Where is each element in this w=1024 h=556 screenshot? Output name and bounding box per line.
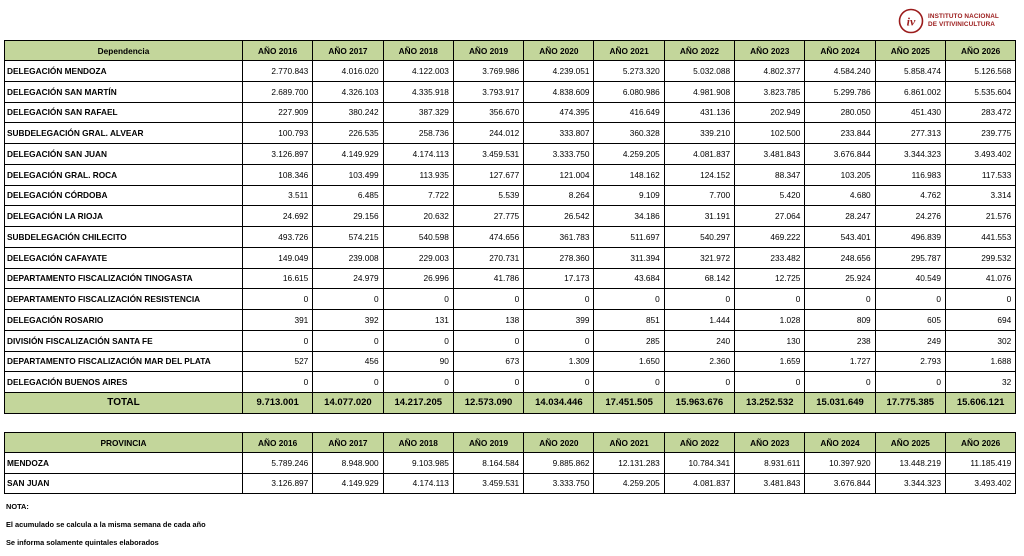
- cell-value: 131: [383, 310, 453, 331]
- cell-value: 4.335.918: [383, 81, 453, 102]
- cell-value: 0: [383, 372, 453, 393]
- cell-value: 0: [664, 289, 734, 310]
- row-label: DELEGACIÓN SAN RAFAEL: [5, 102, 243, 123]
- total-value: 9.713.001: [243, 393, 313, 414]
- row-label: DEPARTAMENTO FISCALIZACIÓN MAR DEL PLATA: [5, 351, 243, 372]
- cell-value: 9.109: [594, 185, 664, 206]
- cell-value: 100.793: [243, 123, 313, 144]
- cell-value: 233.844: [805, 123, 875, 144]
- cell-value: 27.775: [453, 206, 523, 227]
- dependencias-header-row: [5, 41, 1016, 61]
- year-header: AÑO 2025: [875, 41, 945, 61]
- row-label: MENDOZA: [5, 453, 243, 474]
- cell-value: 4.981.908: [664, 81, 734, 102]
- cell-value: 4.762: [875, 185, 945, 206]
- cell-value: 8.931.611: [735, 453, 805, 474]
- cell-value: 239.775: [945, 123, 1015, 144]
- cell-value: 431.136: [664, 102, 734, 123]
- cell-value: 416.649: [594, 102, 664, 123]
- cell-value: 0: [243, 330, 313, 351]
- cell-value: 543.401: [805, 227, 875, 248]
- cell-value: 1.309: [524, 351, 594, 372]
- cell-value: 469.222: [735, 227, 805, 248]
- cell-value: 130: [735, 330, 805, 351]
- cell-value: 0: [313, 372, 383, 393]
- cell-value: 9.885.862: [524, 453, 594, 474]
- cell-value: 694: [945, 310, 1015, 331]
- year-header: AÑO 2019: [453, 41, 523, 61]
- cell-value: 68.142: [664, 268, 734, 289]
- cell-value: 3.126.897: [243, 144, 313, 165]
- cell-value: 456: [313, 351, 383, 372]
- cell-value: 4.326.103: [313, 81, 383, 102]
- cell-value: 339.210: [664, 123, 734, 144]
- table-row: [5, 351, 1016, 372]
- cell-value: 540.297: [664, 227, 734, 248]
- cell-value: 851: [594, 310, 664, 331]
- cell-value: 1.688: [945, 351, 1015, 372]
- cell-value: 0: [383, 330, 453, 351]
- table-row: [5, 289, 1016, 310]
- cell-value: 5.273.320: [594, 61, 664, 82]
- year-header: AÑO 2020: [524, 41, 594, 61]
- cell-value: 2.770.843: [243, 61, 313, 82]
- cell-value: 13.448.219: [875, 453, 945, 474]
- cell-value: 3.676.844: [805, 473, 875, 494]
- cell-value: 295.787: [875, 247, 945, 268]
- cell-value: 41.786: [453, 268, 523, 289]
- year-header: AÑO 2024: [805, 433, 875, 453]
- total-value: 17.451.505: [594, 393, 664, 414]
- cell-value: 3.459.531: [453, 144, 523, 165]
- year-header: AÑO 2023: [735, 433, 805, 453]
- cell-value: 3.511: [243, 185, 313, 206]
- cell-value: 2.360: [664, 351, 734, 372]
- cell-value: 4.259.205: [594, 473, 664, 494]
- notes-line2: Se informa solamente quintales elaborados: [6, 538, 159, 547]
- cell-value: 0: [453, 330, 523, 351]
- provincias-header-row: [5, 433, 1016, 453]
- cell-value: 4.680: [805, 185, 875, 206]
- org-name-line2: DE VITIVINICULTURA: [928, 20, 996, 28]
- cell-value: 258.736: [383, 123, 453, 144]
- cell-value: 4.259.205: [594, 144, 664, 165]
- cell-value: 0: [805, 289, 875, 310]
- cell-value: 1.659: [735, 351, 805, 372]
- cell-value: 0: [313, 330, 383, 351]
- cell-value: 149.049: [243, 247, 313, 268]
- cell-value: 387.329: [383, 102, 453, 123]
- table-row: [5, 206, 1016, 227]
- cell-value: 1.727: [805, 351, 875, 372]
- cell-value: 2.793: [875, 351, 945, 372]
- cell-value: 21.576: [945, 206, 1015, 227]
- cell-value: 3.481.843: [735, 473, 805, 494]
- cell-value: 233.482: [735, 247, 805, 268]
- cell-value: 4.122.003: [383, 61, 453, 82]
- cell-value: 24.979: [313, 268, 383, 289]
- cell-value: 333.807: [524, 123, 594, 144]
- cell-value: 0: [524, 372, 594, 393]
- cell-value: 1.650: [594, 351, 664, 372]
- cell-value: 229.003: [383, 247, 453, 268]
- cell-value: 26.542: [524, 206, 594, 227]
- cell-value: 7.722: [383, 185, 453, 206]
- cell-value: 8.948.900: [313, 453, 383, 474]
- header-provincia: PROVINCIA: [5, 433, 243, 453]
- cell-value: 5.420: [735, 185, 805, 206]
- total-value: 13.252.532: [735, 393, 805, 414]
- cell-value: 4.584.240: [805, 61, 875, 82]
- org-name: [928, 13, 999, 28]
- cell-value: 6.861.002: [875, 81, 945, 102]
- cell-value: 493.726: [243, 227, 313, 248]
- cell-value: 0: [945, 289, 1015, 310]
- cell-value: 24.692: [243, 206, 313, 227]
- cell-value: 238: [805, 330, 875, 351]
- cell-value: 32: [945, 372, 1015, 393]
- year-header: AÑO 2022: [664, 433, 734, 453]
- cell-value: 239.008: [313, 247, 383, 268]
- table-row: [5, 227, 1016, 248]
- cell-value: 0: [735, 289, 805, 310]
- cell-value: 17.173: [524, 268, 594, 289]
- cell-value: 88.347: [735, 164, 805, 185]
- cell-value: 0: [875, 289, 945, 310]
- cell-value: 283.472: [945, 102, 1015, 123]
- cell-value: 0: [524, 289, 594, 310]
- cell-value: 9.103.985: [383, 453, 453, 474]
- cell-value: 26.996: [383, 268, 453, 289]
- cell-value: 4.081.837: [664, 473, 734, 494]
- svg-text:iv: iv: [906, 14, 916, 29]
- cell-value: 41.076: [945, 268, 1015, 289]
- cell-value: 0: [805, 372, 875, 393]
- cell-value: 1.444: [664, 310, 734, 331]
- year-header: AÑO 2021: [594, 433, 664, 453]
- cell-value: 451.430: [875, 102, 945, 123]
- total-value: 14.217.205: [383, 393, 453, 414]
- row-label: DIVISIÓN FISCALIZACIÓN SANTA FE: [5, 330, 243, 351]
- cell-value: 121.004: [524, 164, 594, 185]
- row-label: DELEGACIÓN MENDOZA: [5, 61, 243, 82]
- header-dependencia: Dependencia: [5, 41, 243, 61]
- cell-value: 3.344.323: [875, 144, 945, 165]
- row-label: DELEGACIÓN SAN JUAN: [5, 144, 243, 165]
- cell-value: 108.346: [243, 164, 313, 185]
- cell-value: 8.164.584: [453, 453, 523, 474]
- dependencias-table: [4, 40, 1016, 414]
- cell-value: 3.314: [945, 185, 1015, 206]
- row-label: DELEGACIÓN BUENOS AIRES: [5, 372, 243, 393]
- cell-value: 3.344.323: [875, 473, 945, 494]
- cell-value: 116.983: [875, 164, 945, 185]
- row-label: DEPARTAMENTO FISCALIZACIÓN RESISTENCIA: [5, 289, 243, 310]
- row-label: DELEGACIÓN CÓRDOBA: [5, 185, 243, 206]
- cell-value: 127.677: [453, 164, 523, 185]
- year-header: AÑO 2017: [313, 41, 383, 61]
- cell-value: 10.784.341: [664, 453, 734, 474]
- year-header: AÑO 2025: [875, 433, 945, 453]
- cell-value: 277.313: [875, 123, 945, 144]
- cell-value: 113.935: [383, 164, 453, 185]
- year-header: AÑO 2020: [524, 433, 594, 453]
- cell-value: 5.858.474: [875, 61, 945, 82]
- table-row: [5, 268, 1016, 289]
- year-header: AÑO 2026: [945, 433, 1015, 453]
- cell-value: 8.264: [524, 185, 594, 206]
- provincias-table: [4, 432, 1016, 494]
- table-row: [5, 81, 1016, 102]
- year-header: AÑO 2022: [664, 41, 734, 61]
- cell-value: 474.656: [453, 227, 523, 248]
- cell-value: 540.598: [383, 227, 453, 248]
- cell-value: 511.697: [594, 227, 664, 248]
- total-value: 17.775.385: [875, 393, 945, 414]
- cell-value: 302: [945, 330, 1015, 351]
- table-row: [5, 185, 1016, 206]
- cell-value: 0: [875, 372, 945, 393]
- year-header: AÑO 2018: [383, 41, 453, 61]
- cell-value: 474.395: [524, 102, 594, 123]
- cell-value: 311.394: [594, 247, 664, 268]
- cell-value: 299.532: [945, 247, 1015, 268]
- cell-value: 361.783: [524, 227, 594, 248]
- table-row: [5, 247, 1016, 268]
- cell-value: 0: [594, 372, 664, 393]
- cell-value: 117.533: [945, 164, 1015, 185]
- cell-value: 0: [453, 372, 523, 393]
- cell-value: 0: [453, 289, 523, 310]
- table-row: [5, 372, 1016, 393]
- cell-value: 4.149.929: [313, 144, 383, 165]
- cell-value: 3.493.402: [945, 144, 1015, 165]
- cell-value: 5.535.604: [945, 81, 1015, 102]
- cell-value: 527: [243, 351, 313, 372]
- notes: [6, 502, 206, 556]
- cell-value: 3.126.897: [243, 473, 313, 494]
- cell-value: 356.670: [453, 102, 523, 123]
- cell-value: 4.081.837: [664, 144, 734, 165]
- cell-value: 3.481.843: [735, 144, 805, 165]
- cell-value: 244.012: [453, 123, 523, 144]
- table-row: [5, 144, 1016, 165]
- year-header: AÑO 2019: [453, 433, 523, 453]
- cell-value: 20.632: [383, 206, 453, 227]
- cell-value: 90: [383, 351, 453, 372]
- cell-value: 227.909: [243, 102, 313, 123]
- cell-value: 285: [594, 330, 664, 351]
- row-label: DELEGACIÓN CAFAYATE: [5, 247, 243, 268]
- row-label: SUBDELEGACIÓN CHILECITO: [5, 227, 243, 248]
- row-label: SUBDELEGACIÓN GRAL. ALVEAR: [5, 123, 243, 144]
- cell-value: 34.186: [594, 206, 664, 227]
- cell-value: 380.242: [313, 102, 383, 123]
- cell-value: 3.333.750: [524, 473, 594, 494]
- cell-value: 4.149.929: [313, 473, 383, 494]
- total-value: 15.963.676: [664, 393, 734, 414]
- cell-value: 25.924: [805, 268, 875, 289]
- cell-value: 29.156: [313, 206, 383, 227]
- table-row: [5, 310, 1016, 331]
- cell-value: 278.360: [524, 247, 594, 268]
- cell-value: 6.485: [313, 185, 383, 206]
- cell-value: 31.191: [664, 206, 734, 227]
- cell-value: 226.535: [313, 123, 383, 144]
- total-label: TOTAL: [5, 393, 243, 414]
- cell-value: 4.016.020: [313, 61, 383, 82]
- cell-value: 102.500: [735, 123, 805, 144]
- cell-value: 249: [875, 330, 945, 351]
- cell-value: 16.615: [243, 268, 313, 289]
- cell-value: 4.802.377: [735, 61, 805, 82]
- cell-value: 0: [313, 289, 383, 310]
- year-header: AÑO 2017: [313, 433, 383, 453]
- cell-value: 138: [453, 310, 523, 331]
- cell-value: 6.080.986: [594, 81, 664, 102]
- cell-value: 5.032.088: [664, 61, 734, 82]
- cell-value: 103.205: [805, 164, 875, 185]
- year-header: AÑO 2021: [594, 41, 664, 61]
- cell-value: 0: [664, 372, 734, 393]
- cell-value: 103.499: [313, 164, 383, 185]
- total-value: 12.573.090: [453, 393, 523, 414]
- total-value: 15.031.649: [805, 393, 875, 414]
- cell-value: 574.215: [313, 227, 383, 248]
- cell-value: 3.823.785: [735, 81, 805, 102]
- table-row: [5, 61, 1016, 82]
- cell-value: 0: [243, 372, 313, 393]
- cell-value: 5.299.786: [805, 81, 875, 102]
- cell-value: 5.539: [453, 185, 523, 206]
- cell-value: 12.725: [735, 268, 805, 289]
- cell-value: 148.162: [594, 164, 664, 185]
- row-label: DELEGACIÓN LA RIOJA: [5, 206, 243, 227]
- cell-value: 1.028: [735, 310, 805, 331]
- org-name-line1: INSTITUTO NACIONAL: [928, 13, 999, 20]
- cell-value: 27.064: [735, 206, 805, 227]
- row-label: DELEGACIÓN SAN MARTÍN: [5, 81, 243, 102]
- cell-value: 391: [243, 310, 313, 331]
- cell-value: 0: [735, 372, 805, 393]
- row-label: SAN JUAN: [5, 473, 243, 494]
- cell-value: 0: [594, 289, 664, 310]
- year-header: AÑO 2016: [243, 433, 313, 453]
- cell-value: 0: [383, 289, 453, 310]
- row-label: DELEGACIÓN GRAL. ROCA: [5, 164, 243, 185]
- cell-value: 248.656: [805, 247, 875, 268]
- cell-value: 124.152: [664, 164, 734, 185]
- cell-value: 3.493.402: [945, 473, 1015, 494]
- cell-value: 3.676.844: [805, 144, 875, 165]
- cell-value: 392: [313, 310, 383, 331]
- cell-value: 11.185.419: [945, 453, 1015, 474]
- year-header: AÑO 2026: [945, 41, 1015, 61]
- cell-value: 5.789.246: [243, 453, 313, 474]
- notes-title: NOTA:: [6, 502, 29, 511]
- cell-value: 496.839: [875, 227, 945, 248]
- cell-value: 5.126.568: [945, 61, 1015, 82]
- cell-value: 321.972: [664, 247, 734, 268]
- year-header: AÑO 2018: [383, 433, 453, 453]
- cell-value: 2.689.700: [243, 81, 313, 102]
- table-row: [5, 102, 1016, 123]
- cell-value: 40.549: [875, 268, 945, 289]
- inv-logo: [898, 8, 1018, 34]
- cell-value: 0: [524, 330, 594, 351]
- cell-value: 3.793.917: [453, 81, 523, 102]
- table-row: [5, 164, 1016, 185]
- cell-value: 12.131.283: [594, 453, 664, 474]
- cell-value: 399: [524, 310, 594, 331]
- cell-value: 4.838.609: [524, 81, 594, 102]
- cell-value: 4.239.051: [524, 61, 594, 82]
- cell-value: 24.276: [875, 206, 945, 227]
- cell-value: 4.174.113: [383, 144, 453, 165]
- cell-value: 3.459.531: [453, 473, 523, 494]
- cell-value: 3.769.986: [453, 61, 523, 82]
- year-header: AÑO 2016: [243, 41, 313, 61]
- cell-value: 10.397.920: [805, 453, 875, 474]
- cell-value: 673: [453, 351, 523, 372]
- total-row: [5, 393, 1016, 414]
- cell-value: 43.684: [594, 268, 664, 289]
- cell-value: 270.731: [453, 247, 523, 268]
- cell-value: 441.553: [945, 227, 1015, 248]
- table-row: [5, 123, 1016, 144]
- row-label: DEPARTAMENTO FISCALIZACIÓN TINOGASTA: [5, 268, 243, 289]
- cell-value: 0: [243, 289, 313, 310]
- cell-value: 4.174.113: [383, 473, 453, 494]
- total-value: 14.077.020: [313, 393, 383, 414]
- cell-value: 28.247: [805, 206, 875, 227]
- inv-logo-icon: [898, 8, 924, 34]
- cell-value: 7.700: [664, 185, 734, 206]
- year-header: AÑO 2024: [805, 41, 875, 61]
- cell-value: 605: [875, 310, 945, 331]
- cell-value: 280.050: [805, 102, 875, 123]
- cell-value: 360.328: [594, 123, 664, 144]
- cell-value: 809: [805, 310, 875, 331]
- cell-value: 240: [664, 330, 734, 351]
- year-header: AÑO 2023: [735, 41, 805, 61]
- table-row: [5, 330, 1016, 351]
- total-value: 14.034.446: [524, 393, 594, 414]
- total-value: 15.606.121: [945, 393, 1015, 414]
- table-row: [5, 453, 1016, 474]
- notes-line1: El acumulado se calcula a la misma semana de cada año: [6, 520, 206, 529]
- cell-value: 3.333.750: [524, 144, 594, 165]
- cell-value: 202.949: [735, 102, 805, 123]
- row-label: DELEGACIÓN ROSARIO: [5, 310, 243, 331]
- table-row: [5, 473, 1016, 494]
